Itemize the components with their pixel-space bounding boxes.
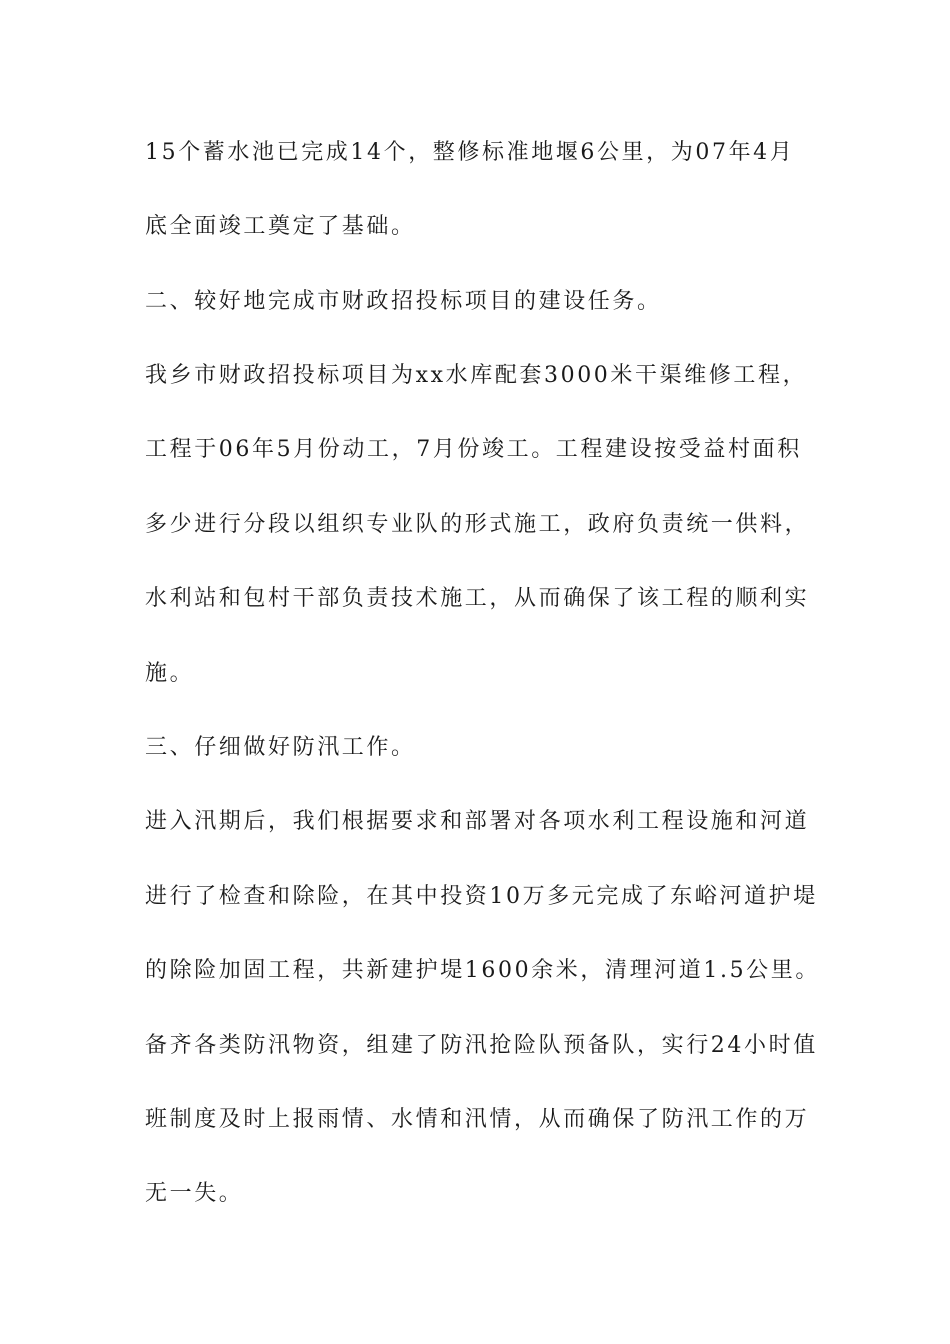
section-heading: 三、仔细做好防汛工作。 (145, 735, 416, 760)
text-line: 进入汛期后，我们根据要求和部署对各项水利工程设施和河道 (145, 809, 810, 834)
text-line: 无一失。 (145, 1181, 244, 1206)
text-line: 多少进行分段以组织专业队的形式施工，政府负责统一供料， (145, 512, 810, 537)
text-line: 15个蓄水池已完成14个，整修标准地堰6公里，为07年4月 (145, 140, 795, 165)
section-heading: 二、较好地完成市财政招投标项目的建设任务。 (145, 289, 662, 314)
text-line: 水利站和包村干部负责技术施工，从而确保了该工程的顺利实 (145, 586, 810, 611)
text-line: 底全面竣工奠定了基础。 (145, 214, 416, 239)
text-line: 我乡市财政招投标项目为xx水库配套3000米干渠维修工程， (145, 363, 808, 388)
text-line: 班制度及时上报雨情、水情和汛情，从而确保了防汛工作的万 (145, 1107, 810, 1132)
text-line: 施。 (145, 661, 195, 686)
text-line: 的除险加固工程，共新建护堤1600余米，清理河道1.5公里。 (145, 958, 820, 983)
text-line: 备齐各类防汛物资，组建了防汛抢险队预备队，实行24小时值 (145, 1033, 818, 1058)
text-line: 工程于06年5月份动工，7月份竣工。工程建设按受益村面积 (145, 437, 802, 462)
text-line: 进行了检查和除险，在其中投资10万多元完成了东峪河道护堤 (145, 884, 818, 909)
